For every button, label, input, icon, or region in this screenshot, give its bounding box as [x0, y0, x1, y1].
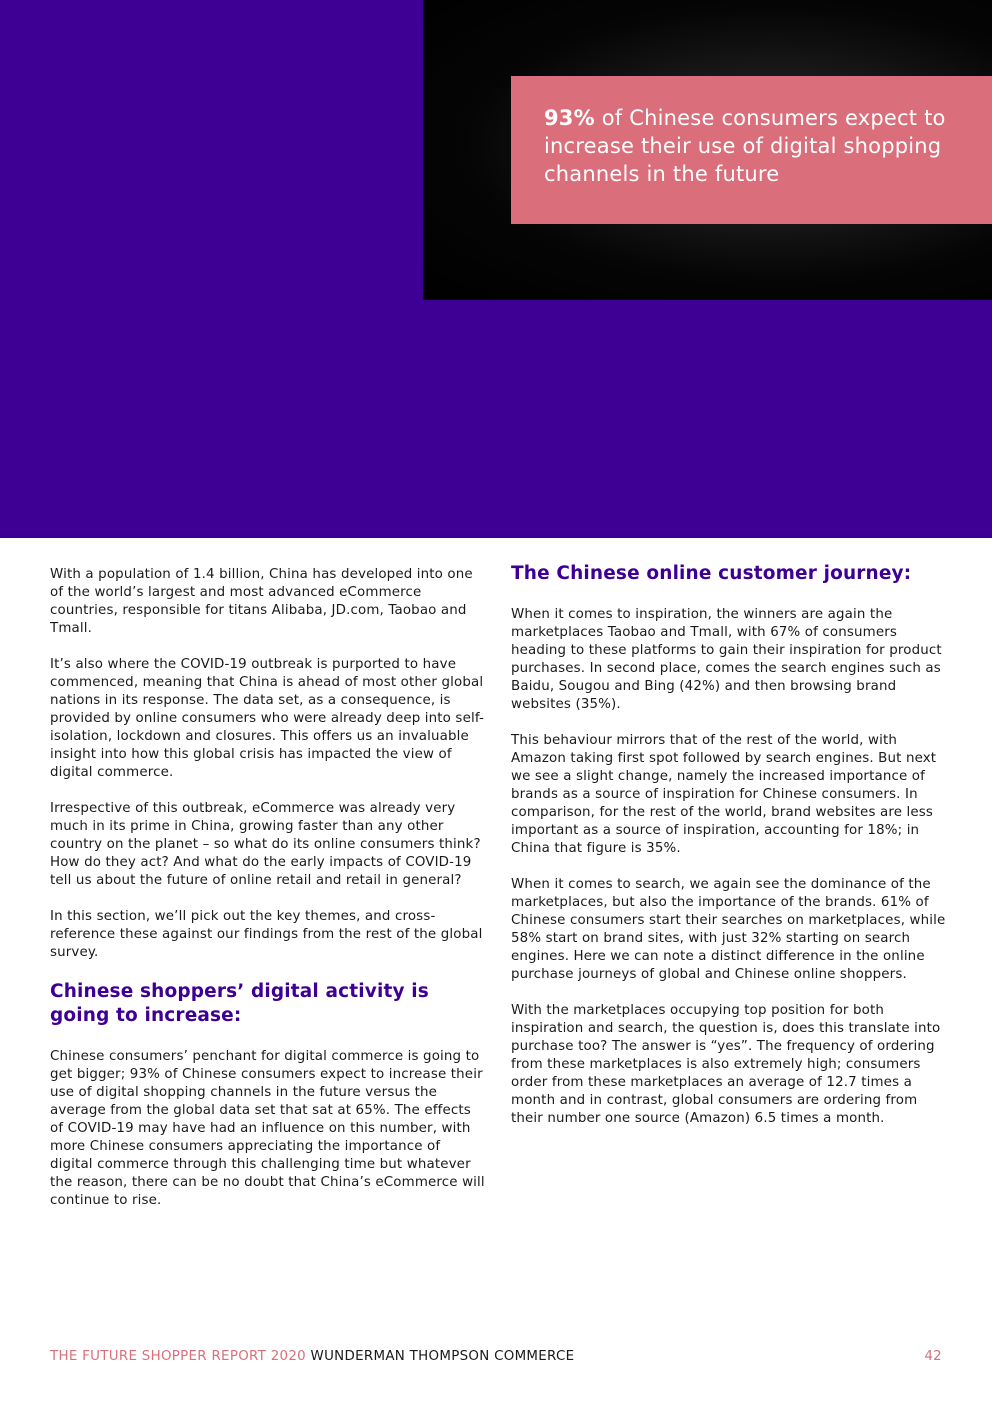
body-paragraph: With a population of 1.4 billion, China has developed into one of the world’s largest and most advanced eCommerce countries, responsible for titans Alibaba, JD.com, Taobao and Tmall.: [50, 567, 473, 636]
hero-banner: [0, 0, 992, 538]
body-paragraph: When it comes to search, we again see the dominance of the marketplaces, but also the importance of the brands. 61% of Chinese consumers start their searches on marketplaces, while 58% start on brand sites, with just 32% starting on search engines. Here we can note a distinct difference in the online purchase journeys of global and Chinese online shoppers.: [511, 877, 946, 982]
body-paragraph: When it comes to inspiration, the winners are again the marketplaces Taobao and Tmall, with 67% of consumers heading to these platforms to gain their inspiration for product purchases. In second place, comes the search engines such as Baidu, Sougou and Bing (42%) and then browsing brand websites (35%).: [511, 607, 942, 712]
section-heading: The Chinese online customer journey:: [511, 563, 912, 584]
body-paragraph: This behaviour mirrors that of the rest of the world, with Amazon taking first spot followed by search engines. But next we see a slight change, namely the increased importance of brands as a source of inspiration for Chinese consumers. In comparison, for the rest of the world, brand websites are less important as a source of inspiration, accounting for 18%; in China that figure is 35%.: [511, 733, 937, 856]
body-paragraph: Chinese consumers’ penchant for digital commerce is going to get bigger; 93% of Chinese consumers expect to increase their use of digital shopping channels in the future versus the average from the global data set that sat at 65%. The effects of COVID-19 may have had an influence on this number, with more Chinese consumers appreciating the importance of digital commerce through this challenging time but whatever the reason, there can be no doubt that China’s eCommerce will continue to rise.: [50, 1049, 485, 1208]
report-title: THE FUTURE SHOPPER REPORT 2020: [50, 1349, 306, 1364]
page-number: 42: [924, 1349, 942, 1364]
company-name: WUNDERMAN THOMPSON COMMERCE: [305, 1349, 575, 1364]
body-paragraph: Irrespective of this outbreak, eCommerce was already very much in its prime in China, growing faster than any other country on the planet – so what do its online consumers think? How do they act? And what do the early impacts of COVID-19 tell us about the future of online retail and retail in general?: [50, 801, 481, 888]
right-column: [511, 563, 947, 1146]
body-paragraph: In this section, we’ll pick out the key themes, and cross-reference these against our findings from the rest of the global survey.: [50, 909, 483, 960]
section-heading: Chinese shoppers’ digital activity is going to increase:: [50, 981, 429, 1026]
left-column: [50, 566, 486, 1228]
body-paragraph: It’s also where the COVID-19 outbreak is purported to have commenced, meaning that China is ahead of most other global nations in its response. The data set, as a consequence, is provided by online consumers who were already deep into self-isolation, lockdown and closures. This offers us an invaluable insight into how this global crisis has impacted the view of digital commerce.: [50, 657, 484, 780]
stat-callout: [511, 76, 992, 224]
callout-text: of Chinese consumers expect to increase their use of digital shopping channels in the future: [544, 106, 946, 186]
callout-stat: 93%: [544, 106, 595, 130]
page-footer: [50, 1349, 942, 1364]
body-paragraph: With the marketplaces occupying top position for both inspiration and search, the question is, does this translate into purchase too? The answer is “yes”. The frequency of ordering from these marketplaces is also extremely high; consumers order from these marketplaces an average of 12.7 times a month and in contrast, global consumers are ordering from their number one source (Amazon) 6.5 times a month.: [511, 1003, 941, 1126]
